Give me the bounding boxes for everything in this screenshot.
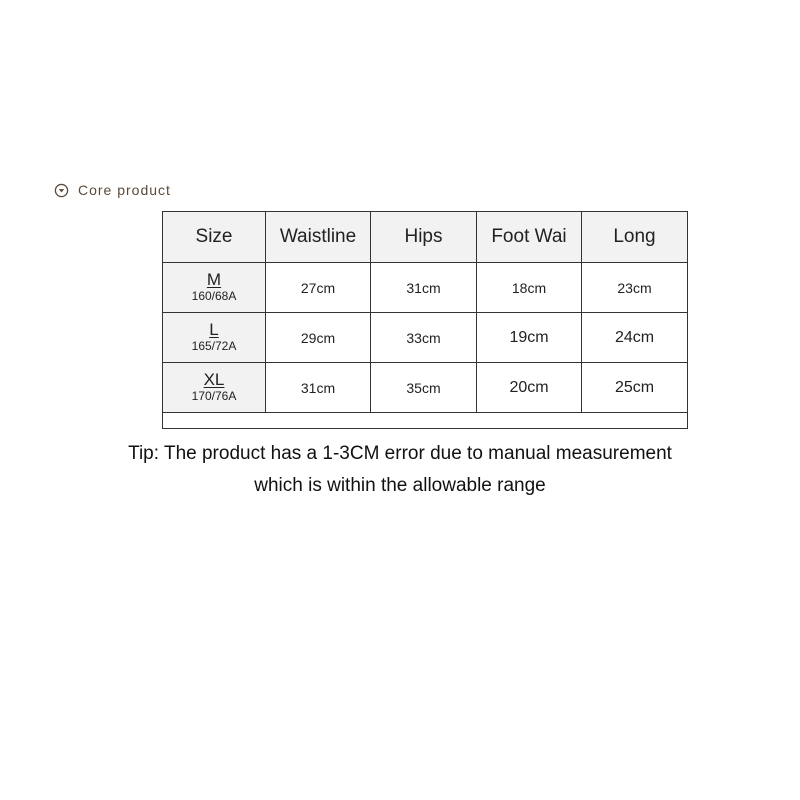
size-cell [163,313,266,363]
waistline-cell: 29cm [266,313,371,363]
table-row [163,313,688,363]
table-row [163,363,688,413]
section-heading [54,182,171,198]
foot-wai-cell: 18cm [477,263,582,313]
waistline-cell: 31cm [266,363,371,413]
section-title: Core product [78,182,171,198]
long-cell: 23cm [582,263,688,313]
size-code: 165/72A [191,338,237,353]
measurement-tip [0,438,800,502]
tip-line-1: Tip: The product has a 1-3CM error due to manual measurement [128,443,672,464]
table-row [163,263,688,313]
long-cell: 25cm [582,363,688,413]
size-label: XL [203,369,225,389]
size-label: L [209,319,219,339]
hips-cell: 35cm [371,363,477,413]
size-code: 160/68A [191,288,237,303]
tip-line-2: which is within the allowable range [254,475,546,496]
hips-cell: 33cm [371,313,477,363]
size-label: M [206,269,222,289]
header-foot-wai: Foot Wai [477,212,582,263]
header-waistline: Waistline [266,212,371,263]
header-hips: Hips [371,212,477,263]
long-cell: 24cm [582,313,688,363]
size-chart-table [162,211,688,429]
header-size: Size [163,212,266,263]
circle-chevron-down-icon [54,183,69,198]
foot-wai-cell: 19cm [477,313,582,363]
header-long: Long [582,212,688,263]
hips-cell: 31cm [371,263,477,313]
size-code: 170/76A [191,388,237,403]
waistline-cell: 27cm [266,263,371,313]
size-cell [163,363,266,413]
size-cell [163,263,266,313]
table-footer-row [163,413,688,429]
table-header-row [163,212,688,263]
foot-wai-cell: 20cm [477,363,582,413]
table-footer-cell [163,413,688,429]
